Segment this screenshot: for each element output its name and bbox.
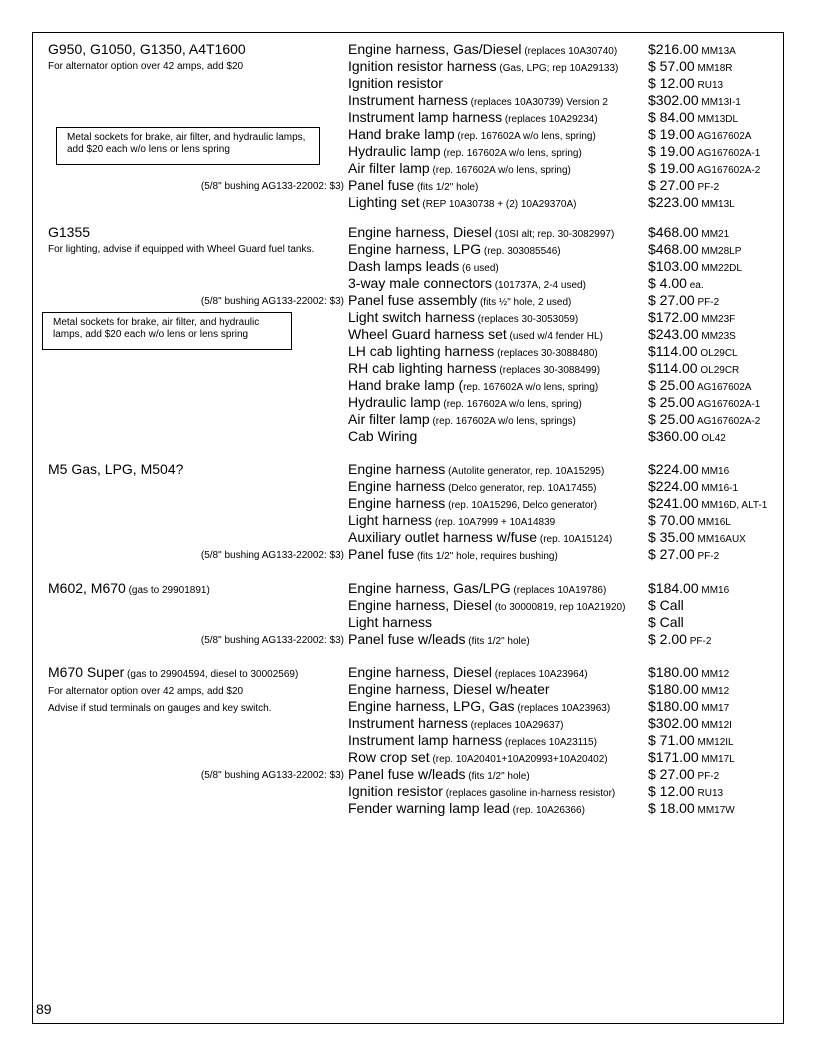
part-name: Engine harness [348,478,446,494]
part-detail: (rep. 10A7999 + 10A14839 [432,517,556,528]
part-detail: (replaces 10A23115) [502,737,597,748]
part-name: Engine harness, Diesel [348,664,492,680]
part-row [0,309,816,326]
part-code: ea. [686,280,704,291]
part-name: Engine harness [348,461,446,477]
part-row [0,546,816,563]
part-code: PF-2 [694,182,720,193]
part-name: Air filter lamp [348,160,430,176]
part-detail: (replaces 10A19786) [510,585,607,596]
price-value: $ 27.00 [648,292,695,308]
part-name: Hand brake lamp [348,126,455,142]
part-name: Engine harness [348,495,446,511]
part-row [0,681,816,698]
part-code: MM13L [698,199,735,210]
part-name: Panel fuse [348,546,415,562]
part-detail: (replaces 10A29637) [467,720,564,731]
price-value: $ 12.00 [648,783,695,799]
part-row [0,377,816,394]
model-note: For alternator option over 42 amps, add $20 [48,686,244,697]
price-value: $114.00 [648,360,698,376]
part-code: RU13 [694,80,724,91]
part-name: Panel fuse w/leads [348,766,466,782]
price-value: $ 57.00 [648,58,695,74]
part-description [348,614,432,631]
part-name: Lighting set [348,194,420,210]
part-row [0,495,816,512]
part-name: Air filter lamp [348,411,430,427]
price-value: $ 27.00 [648,546,695,562]
part-detail: (replaces 10A23963) [514,703,611,714]
part-row [0,126,816,143]
part-detail: (fits ½" hole, 2 used) [477,297,572,308]
part-name: Auxiliary outlet harness w/fuse [348,529,538,545]
part-price [648,597,684,614]
part-code: PF-2 [694,771,720,782]
part-detail: (rep. 10A26366) [509,805,585,816]
bushing-note: (5/8" bushing AG133-22002: $3) [200,181,344,192]
part-name: Instrument harness [348,715,468,731]
part-code: AG167602A-2 [694,416,761,427]
part-row [0,783,816,800]
price-value: $360.00 [648,428,699,444]
part-description [348,75,443,92]
model-name: M670 Super [48,664,125,680]
part-row [0,194,816,211]
part-price [648,631,711,650]
part-row [0,631,816,648]
price-value: $171.00 [648,749,699,765]
part-name: Engine harness, Diesel [348,224,492,240]
part-code: MM12 [698,686,730,697]
part-name: Fender warning lamp lead [348,800,510,816]
part-description [348,681,550,698]
model-note: For lighting, advise if equipped with Wheel Guard fuel tanks. [48,244,315,255]
price-value: $ 25.00 [648,411,695,427]
part-detail: (replaces gasoline in-harness resistor) [442,788,616,799]
part-name: Engine harness, Gas/LPG [348,580,511,596]
part-row [0,241,816,258]
part-detail: (used w/4 fender HL) [506,331,603,342]
part-name: Instrument lamp harness [348,109,503,125]
part-code: MM28LP [698,246,742,257]
part-code: PF-2 [686,636,712,647]
part-code: AG167602A-2 [694,165,761,176]
part-code: MM16D, ALT-1 [698,500,768,511]
part-detail: (replaces 30-3053059) [474,314,579,325]
price-value: $184.00 [648,580,699,596]
part-row [0,75,816,92]
part-name: Panel fuse w/leads [348,631,466,647]
part-code: PF-2 [694,297,720,308]
price-value: $ Call [648,597,684,613]
bushing-note: (5/8" bushing AG133-22002: $3) [200,296,344,307]
part-description [348,800,585,819]
part-row [0,715,816,732]
part-detail: (REP 10A30738 + (2) 10A29370A) [419,199,577,210]
price-value: $ 12.00 [648,75,695,91]
part-row [0,529,816,546]
price-value: $ 25.00 [648,394,695,410]
price-value: $ 27.00 [648,766,695,782]
part-code: MM13DL [694,114,739,125]
price-value: $103.00 [648,258,699,274]
part-detail: (replaces 10A23964) [491,669,588,680]
part-name: Wheel Guard harness set [348,326,507,342]
part-row [0,292,816,309]
part-detail: (fits 1/2" hole) [465,636,530,647]
part-row [0,343,816,360]
price-value: $ 2.00 [648,631,687,647]
part-detail: (replaces 10A29234) [502,114,598,125]
part-code: MM23S [698,331,736,342]
model-note: For alternator option over 42 amps, add $20 [48,61,244,72]
part-name: Dash lamps leads [348,258,460,274]
part-row [0,41,816,58]
part-list [0,224,816,445]
part-code: PF-2 [694,551,720,562]
part-row [0,224,816,241]
price-value: $468.00 [648,224,699,240]
part-name: LH cab lighting harness [348,343,495,359]
price-value: $172.00 [648,309,699,325]
part-row [0,698,816,715]
part-detail: (Autolite generator, rep. 10A15295) [445,466,605,477]
part-name: Engine harness, LPG [348,241,482,257]
part-code: MM17L [698,754,735,765]
part-row [0,597,816,614]
part-detail: rep. 167602A w/o lens, spring) [463,382,599,393]
part-name: Instrument lamp harness [348,732,503,748]
part-row [0,143,816,160]
part-name: Panel fuse assembly [348,292,478,308]
part-code: MM21 [698,229,730,240]
part-detail: (fits 1/2" hole, requires bushing) [414,551,558,562]
part-row [0,326,816,343]
model-name: M602, M670 [48,580,126,596]
part-name: Ignition resistor [348,783,443,799]
price-value: $302.00 [648,92,699,108]
part-detail: (rep. 10A15296, Delco generator) [445,500,598,511]
part-price [648,194,735,213]
part-detail: (10SI alt; rep. 30-3082997) [491,229,615,240]
part-name: RH cab lighting harness [348,360,497,376]
part-code: MM17 [698,703,730,714]
bushing-note: (5/8" bushing AG133-22002: $3) [200,550,344,561]
part-row [0,360,816,377]
part-detail: (rep. 10A15124) [537,534,613,545]
part-row [0,394,816,411]
part-code: OL29CL [697,348,738,359]
part-code: MM13A [698,46,736,57]
part-code: MM16AUX [694,534,746,545]
price-value: $224.00 [648,461,699,477]
part-name: Engine harness, Gas/Diesel [348,41,522,57]
price-value: $243.00 [648,326,699,342]
price-value: $ 35.00 [648,529,695,545]
part-row [0,732,816,749]
part-row [0,428,816,445]
part-name: Light switch harness [348,309,475,325]
part-detail: (rep. 167602A w/o lens, spring) [440,399,582,410]
part-code: AG167602A [694,131,752,142]
price-value: $ 84.00 [648,109,695,125]
part-name: Light harness [348,512,433,528]
part-code: MM18R [694,63,733,74]
part-name: Row crop set [348,749,430,765]
part-code: AG167602A-1 [694,399,761,410]
part-row [0,800,816,817]
bushing-note: (5/8" bushing AG133-22002: $3) [200,770,344,781]
part-code: AG167602A [694,382,752,393]
part-description [348,428,417,445]
part-name: Engine harness, Diesel [348,597,492,613]
part-list [0,580,816,648]
part-row [0,160,816,177]
part-detail: (replaces 30-3088499) [496,365,601,376]
page-number: 89 [36,1001,52,1017]
part-row [0,58,816,75]
part-code: MM17W [694,805,735,816]
part-detail: (fits 1/2" hole) [414,182,479,193]
part-row [0,614,816,631]
part-row [0,478,816,495]
part-detail: (replaces 10A30740) [521,46,618,57]
part-name: Hydraulic lamp [348,143,441,159]
part-description [348,546,558,565]
price-value: $224.00 [648,478,699,494]
part-description [348,194,576,213]
part-row [0,109,816,126]
price-value: $ 27.00 [648,177,695,193]
part-row [0,512,816,529]
part-detail: (replaces 30-3088480) [494,348,598,359]
part-row [0,580,816,597]
price-value: $468.00 [648,241,699,257]
part-detail: (rep. 167602A w/o lens, spring) [454,131,596,142]
part-row [0,177,816,194]
part-detail: (fits 1/2" hole) [465,771,530,782]
part-row [0,258,816,275]
model-name: G1355 [48,224,91,240]
price-value: $ 19.00 [648,143,695,159]
part-name: Cab Wiring [348,428,418,444]
part-name: Light harness [348,614,433,630]
part-name: Hand brake lamp ( [348,377,464,393]
part-row [0,275,816,292]
part-detail: (6 used) [459,263,499,274]
part-detail: (rep. 10A20401+10A20993+10A20402) [429,754,608,765]
model-name: M5 Gas, LPG, M504? [48,461,184,477]
part-detail: (Gas, LPG; rep 10A29133) [496,63,619,74]
part-detail: (rep. 167602A w/o lens, spring) [440,148,582,159]
price-value: $114.00 [648,343,698,359]
part-code: MM12IL [694,737,734,748]
part-code: MM23F [698,314,736,325]
part-list [0,664,816,817]
part-code: OL29CR [697,365,740,376]
part-row [0,766,816,783]
part-name: Ignition resistor harness [348,58,497,74]
price-value: $180.00 [648,664,699,680]
part-price [648,614,684,631]
price-value: $180.00 [648,681,699,697]
part-description [348,631,530,650]
part-code: MM22DL [698,263,742,274]
part-code: AG167602A-1 [694,148,761,159]
part-code: MM16 [698,585,730,596]
part-code: MM16-1 [698,483,739,494]
part-row [0,749,816,766]
part-code: MM12I [698,720,732,731]
part-row [0,92,816,109]
bushing-note: (5/8" bushing AG133-22002: $3) [200,635,344,646]
part-detail: (rep. 167602A w/o lens, spring) [429,165,571,176]
price-value: $ 4.00 [648,275,687,291]
part-name: Panel fuse [348,177,415,193]
price-value: $302.00 [648,715,699,731]
part-detail: (Delco generator, rep. 10A17455) [445,483,597,494]
part-name: Engine harness, Diesel w/heater [348,681,550,697]
model-note: Advise if stud terminals on gauges and key switch. [48,703,272,714]
part-name: Ignition resistor [348,75,443,91]
price-value: $180.00 [648,698,699,714]
price-value: $ 18.00 [648,800,695,816]
part-name: Hydraulic lamp [348,394,441,410]
part-detail: (to 30000819, rep 10A21920) [491,602,626,613]
model-range: (gas to 29904594, diesel to 30002569) [124,669,299,680]
price-value: $ Call [648,614,684,630]
part-detail: (replaces 10A30739) Version 2 [467,97,608,108]
part-code: MM12 [698,669,730,680]
part-row [0,461,816,478]
part-list [0,461,816,563]
model-range: (gas to 29901891) [125,585,210,596]
price-value: $ 19.00 [648,126,695,142]
part-list [0,41,816,211]
part-name: Engine harness, LPG, Gas [348,698,515,714]
price-value: $ 71.00 [648,732,695,748]
part-code: MM16 [698,466,730,477]
socket-note-box: Metal sockets for brake, air filter, and hydraulic lamps, add $20 each w/o lens or lens spring [56,127,320,165]
part-row [0,411,816,428]
part-price [648,800,735,819]
part-name: 3-way male connectors [348,275,492,291]
model-name: G950, G1050, G1350, A4T1600 [48,41,246,57]
price-value: $ 70.00 [648,512,695,528]
part-detail: (rep. 303085546) [481,246,561,257]
socket-note-box: Metal sockets for brake, air filter, and hydraulic lamps, add $20 each w/o lens or lens spring [42,312,292,350]
part-detail: (rep. 167602A w/o lens, springs) [429,416,576,427]
price-value: $ 19.00 [648,160,695,176]
price-value: $216.00 [648,41,699,57]
price-value: $ 25.00 [648,377,695,393]
part-price [648,546,719,565]
part-price [648,428,726,447]
price-value: $223.00 [648,194,699,210]
price-value: $241.00 [648,495,699,511]
part-detail: (101737A, 2-4 used) [491,280,586,291]
part-code: RU13 [694,788,724,799]
part-code: OL42 [698,433,726,444]
part-code: MM16L [694,517,731,528]
part-name: Instrument harness [348,92,468,108]
part-code: MM13I-1 [698,97,741,108]
part-row [0,664,816,681]
